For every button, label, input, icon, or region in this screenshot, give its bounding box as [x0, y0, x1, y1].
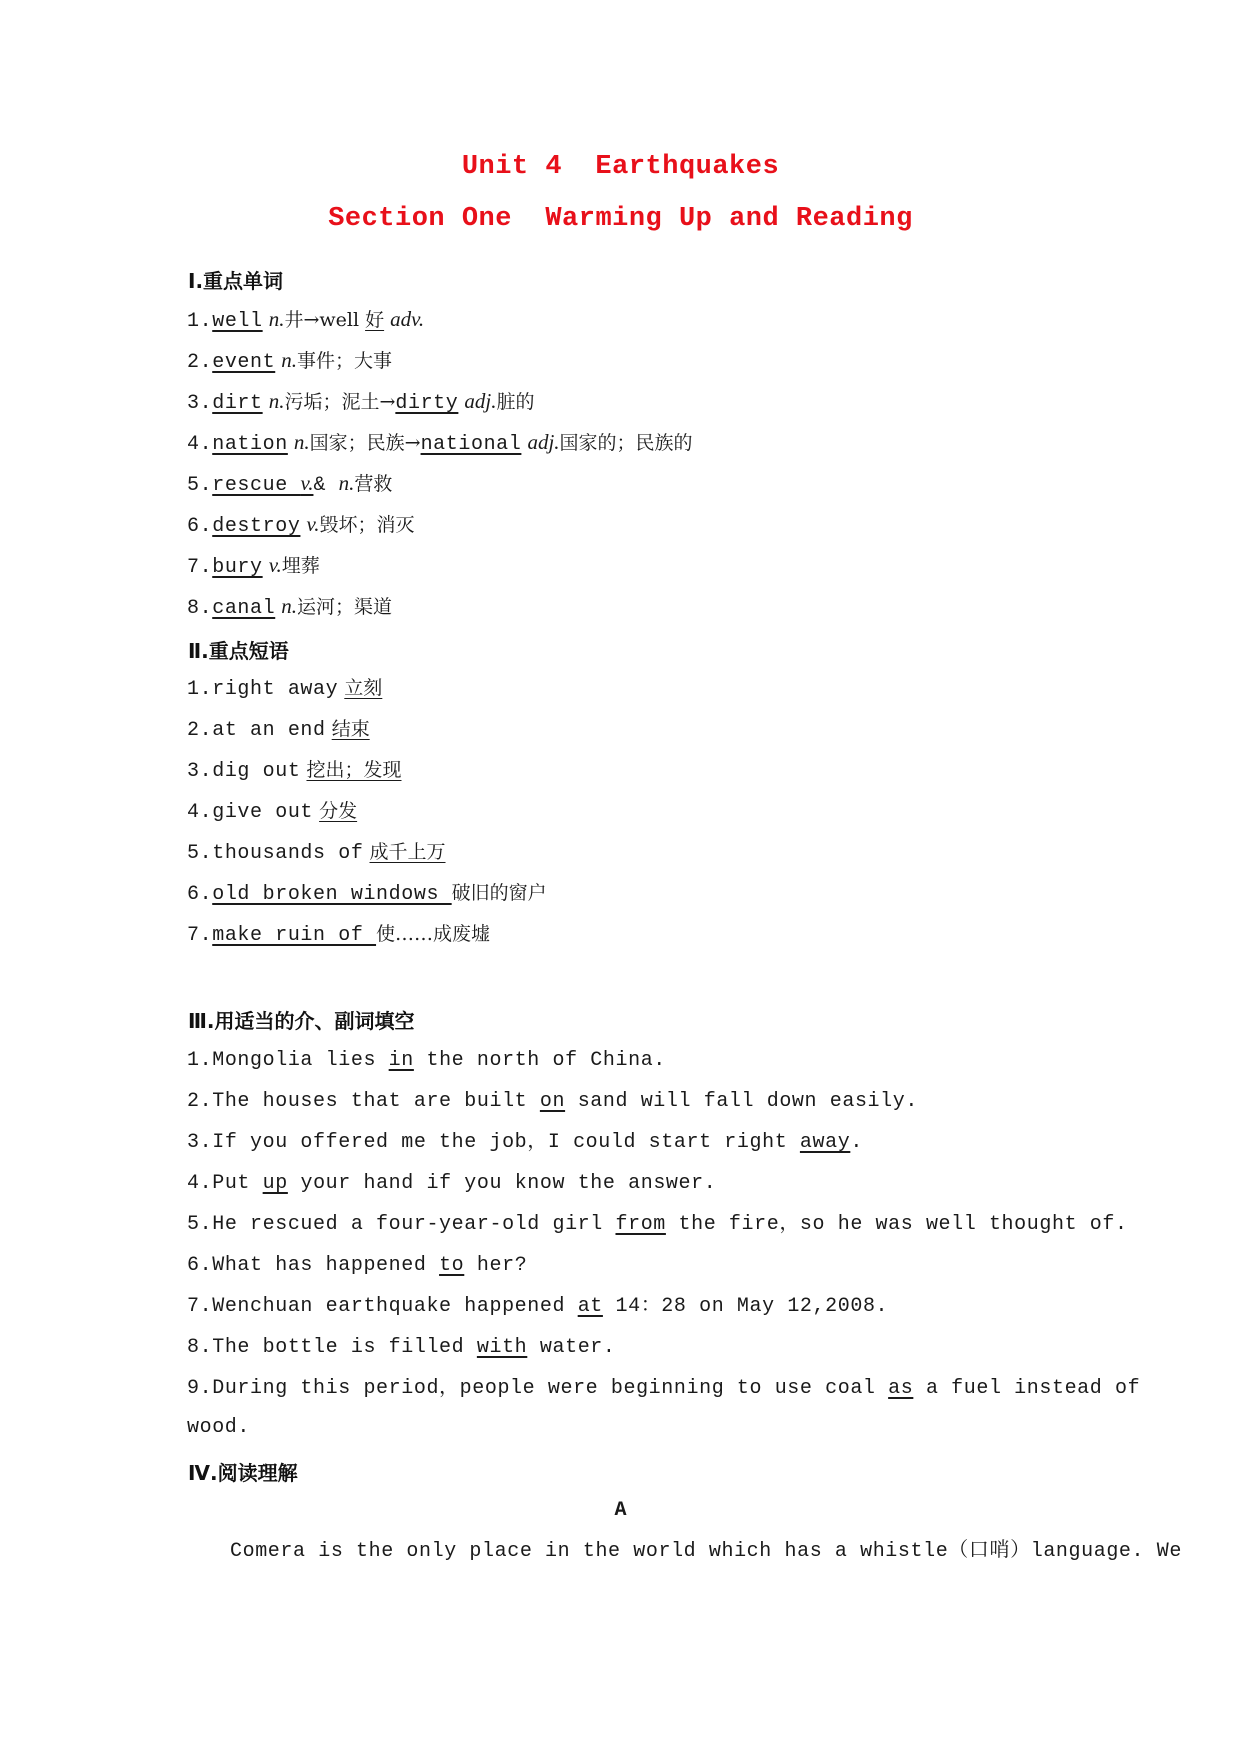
- fill-blank-item: 4.Put up your hand if you know the answer.: [187, 1172, 717, 1195]
- vocab-item: 1.well n.井→well 好 adv.: [187, 307, 425, 333]
- section3-heading: Ⅲ.用适当的介、副词填空: [188, 1009, 415, 1033]
- vocab-item: 7.bury v.埋葬: [187, 553, 320, 579]
- fill-blank-item: 5.He rescued a four-year-old girl from the fire，so he was well thought of.: [187, 1213, 1128, 1236]
- phrase-item: 6.old broken windows 破旧的窗户: [187, 882, 547, 906]
- unit-title: Unit 4 Earthquakes: [461, 152, 780, 182]
- fill-blank-item: 2.The houses that are built on sand will fall down easily.: [187, 1090, 918, 1113]
- phrase-item: 2.at an end 结束: [187, 718, 370, 742]
- phrase-item: 3.dig out 挖出；发现: [187, 759, 402, 783]
- fill-blank-continuation: wood.: [187, 1416, 251, 1439]
- fill-blank-item: 1.Mongolia lies in the north of China.: [187, 1049, 666, 1072]
- fill-blank-item: 6.What has happened to her?: [187, 1254, 528, 1277]
- section2-heading: Ⅱ.重点短语: [188, 639, 289, 663]
- passage-label: A: [614, 1499, 627, 1522]
- passage-first-line: Comera is the only place in the world which has a whistle（口哨）language. We: [230, 1540, 1182, 1563]
- phrase-item: 1.right away 立刻: [187, 677, 383, 701]
- vocab-item: 2.event n.事件；大事: [187, 348, 393, 374]
- section4-heading: Ⅳ.阅读理解: [188, 1461, 298, 1485]
- fill-blank-item: 9.During this period，people were beginning to use coal as a fuel instead of: [187, 1377, 1141, 1400]
- vocab-item: 6.destroy v.毁坏；消灭: [187, 512, 415, 538]
- phrase-item: 4.give out 分发: [187, 800, 358, 824]
- phrase-item: 5.thousands of 成千上万: [187, 841, 446, 865]
- section-title: Section One Warming Up and Reading: [328, 204, 913, 234]
- vocab-item: 5.rescue v.& n.营救: [187, 471, 393, 497]
- fill-blank-item: 3.If you offered me the job，I could start right away.: [187, 1131, 863, 1154]
- fill-blank-item: 8.The bottle is filled with water.: [187, 1336, 616, 1359]
- vocab-item: 8.canal n.运河；渠道: [187, 594, 393, 620]
- section1-heading: Ⅰ.重点单词: [188, 269, 284, 293]
- fill-blank-item: 7.Wenchuan earthquake happened at 14：28 on May 12,2008.: [187, 1295, 889, 1318]
- phrase-item: 7.make ruin of 使……成废墟: [187, 923, 491, 947]
- vocab-item: 4.nation n.国家；民族→national adj.国家的；民族的: [187, 430, 693, 456]
- vocab-item: 3.dirt n.污垢；泥土→dirty adj.脏的: [187, 389, 535, 415]
